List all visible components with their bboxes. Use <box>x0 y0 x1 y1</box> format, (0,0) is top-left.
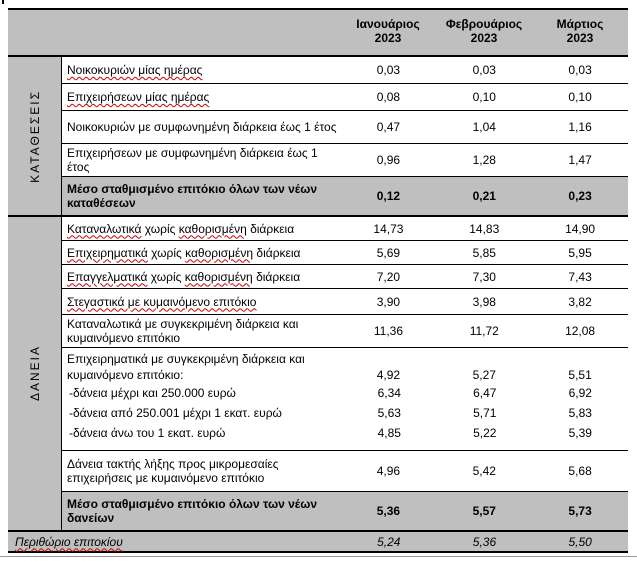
row-label: Επιχειρήσεων με συμφωνημένη διάρκεια έως 1 έτος <box>67 146 318 174</box>
rate-value: 7,30 <box>472 269 496 284</box>
rate-value: 0,47 <box>376 120 401 134</box>
rate-value: 7,43 <box>568 269 592 284</box>
col-header-march <box>532 10 628 55</box>
rate-value: 11,72 <box>469 324 499 338</box>
group-sub-row <box>62 383 628 403</box>
top-left-mark <box>2 0 4 4</box>
rate-value: 4,92 <box>376 367 401 382</box>
row-label: Επαγγελματικά χωρίς καθορισμένη διάρκεια <box>67 269 301 284</box>
rate-value: 5,73 <box>568 504 592 518</box>
table-row <box>62 217 628 241</box>
rate-value: 3,82 <box>568 294 592 309</box>
rate-value: 5,36 <box>376 504 401 518</box>
row-label: -δάνεια άνω του 1 εκατ. ευρώ <box>69 426 226 440</box>
rate-value: 5,85 <box>472 245 496 260</box>
row-label: Στεγαστικά με κυμαινόμενο επιτόκιο <box>67 294 257 309</box>
year-label: 2023 <box>566 31 594 45</box>
year-label: 2023 <box>374 31 402 45</box>
rate-value: 12,08 <box>565 324 596 338</box>
rate-value: 0,08 <box>376 90 401 104</box>
deposits-summary-row <box>62 177 628 215</box>
rate-value: 4,96 <box>376 464 401 478</box>
rate-value: 5,42 <box>472 464 496 478</box>
table-row <box>62 57 628 84</box>
sme-loans-row <box>62 451 628 492</box>
rate-value: 7,20 <box>376 269 401 284</box>
loans-summary-row <box>62 492 628 530</box>
row-label: Δάνεια τακτής λήξης προς μικρομεσαίες επιχειρήσεις με κυμαινόμενο επιτόκιο <box>67 457 279 485</box>
rate-value: 0,96 <box>376 153 401 167</box>
loans-rows <box>62 217 628 530</box>
deposits-section-label: ΚΑΤΑΘΕΣΕΙΣ <box>8 57 62 215</box>
rate-value: 5,27 <box>472 367 496 382</box>
rate-value: 0,03 <box>472 63 496 77</box>
row-label: -δάνεια μέχρι και 250.000 ευρώ <box>69 386 236 400</box>
col-header-february <box>436 10 532 55</box>
row-label: Μέσο σταθμισμένο επιτόκιο όλων των νέων καταθέσεων <box>67 182 318 210</box>
rate-value: 4,85 <box>377 426 401 440</box>
table-row <box>62 84 628 111</box>
rate-value: 5,63 <box>377 406 401 420</box>
header-spacer <box>8 10 340 55</box>
interest-margin-row <box>8 530 628 553</box>
rate-value: 0,21 <box>472 189 496 203</box>
group-heading-line2: κυμαινόμενο επιτόκιο: 4,92 5,27 5,51 <box>62 366 628 383</box>
loans-section <box>8 217 628 530</box>
rate-value: 6,47 <box>473 386 497 400</box>
interest-rate-table <box>8 8 628 553</box>
rate-value: 1,04 <box>472 120 496 134</box>
rate-value: 0,12 <box>376 189 401 203</box>
header-row <box>8 10 628 57</box>
table-row <box>62 144 628 177</box>
row-label: Περιθώριο επιτοκίου <box>15 534 123 549</box>
table-row <box>62 111 628 144</box>
group-heading-line1: Επιχειρηματικά με συγκεκριμένη διάρκεια και <box>67 351 305 366</box>
rate-value: 0,03 <box>568 63 592 77</box>
table-row <box>62 265 628 289</box>
row-label: -δάνεια από 250.001 μέχρι 1 εκατ. ευρώ <box>69 406 282 420</box>
row-label: Επιχειρήσεων μίας ημέρας <box>67 90 210 104</box>
rate-value: 5,39 <box>568 426 592 440</box>
row-label: Καταναλωτικά χωρίς καθορισμένη διάρκεια <box>67 221 295 236</box>
month-label: Μάρτιος <box>556 17 604 31</box>
rate-value: 6,92 <box>568 386 592 400</box>
month-label: Φεβρουάριος <box>445 17 523 31</box>
rate-value: 5,36 <box>472 534 497 549</box>
rate-value: 14,73 <box>373 221 404 236</box>
rate-value: 5,22 <box>473 426 497 440</box>
deposits-rows <box>62 57 628 215</box>
rate-value: 3,98 <box>472 294 496 309</box>
group-sub-row <box>62 423 628 443</box>
rate-value: 1,28 <box>472 153 496 167</box>
rate-value: 1,47 <box>568 153 592 167</box>
table-row <box>62 315 628 348</box>
rate-value: 5,51 <box>568 367 592 382</box>
row-label: Επιχειρηματικά χωρίς καθορισμένη διάρκεια <box>67 245 301 260</box>
bottom-divider <box>0 556 637 557</box>
row-label: Μέσο σταθμισμένο επιτόκιο όλων των νέων δανείων <box>67 497 318 525</box>
business-loans-group <box>62 348 628 451</box>
rate-value: 11,36 <box>373 324 403 338</box>
rate-value: 5,50 <box>568 534 592 549</box>
table-row <box>62 241 628 265</box>
deposits-section <box>8 57 628 217</box>
col-header-january <box>340 10 436 55</box>
rate-value: 0,23 <box>568 189 592 203</box>
rate-value: 5,57 <box>472 504 496 518</box>
rate-value: 1,16 <box>568 120 592 134</box>
rate-value: 5,69 <box>376 245 401 260</box>
month-label: Ιανουάριος <box>356 17 420 31</box>
rate-value: 5,71 <box>473 406 497 420</box>
rate-value: 5,83 <box>568 406 592 420</box>
group-sub-row <box>62 403 628 423</box>
table-row <box>62 289 628 315</box>
row-label: Καταναλωτικά με συγκεκριμένη διάρκεια και κυμαινόμενο επιτόκιο <box>67 317 299 345</box>
rate-value: 6,34 <box>377 386 401 400</box>
rate-value: 0,10 <box>472 90 496 104</box>
rate-value: 0,03 <box>376 63 401 77</box>
loans-section-label: ΔΑΝΕΙΑ <box>8 217 62 530</box>
rate-value: 0,10 <box>568 90 592 104</box>
rate-value: 5,24 <box>377 534 401 549</box>
rate-value: 5,68 <box>568 464 592 478</box>
row-label: Νοικοκυριών με συμφωνημένη διάρκεια έως 1 έτος <box>67 120 337 134</box>
rate-value: 14,90 <box>565 221 596 236</box>
rate-value: 14,83 <box>469 221 500 236</box>
rate-value: 3,90 <box>376 294 401 309</box>
year-label: 2023 <box>470 31 498 45</box>
row-label: Νοικοκυριών μίας ημέρας <box>67 63 203 77</box>
rate-value: 5,95 <box>568 245 592 260</box>
